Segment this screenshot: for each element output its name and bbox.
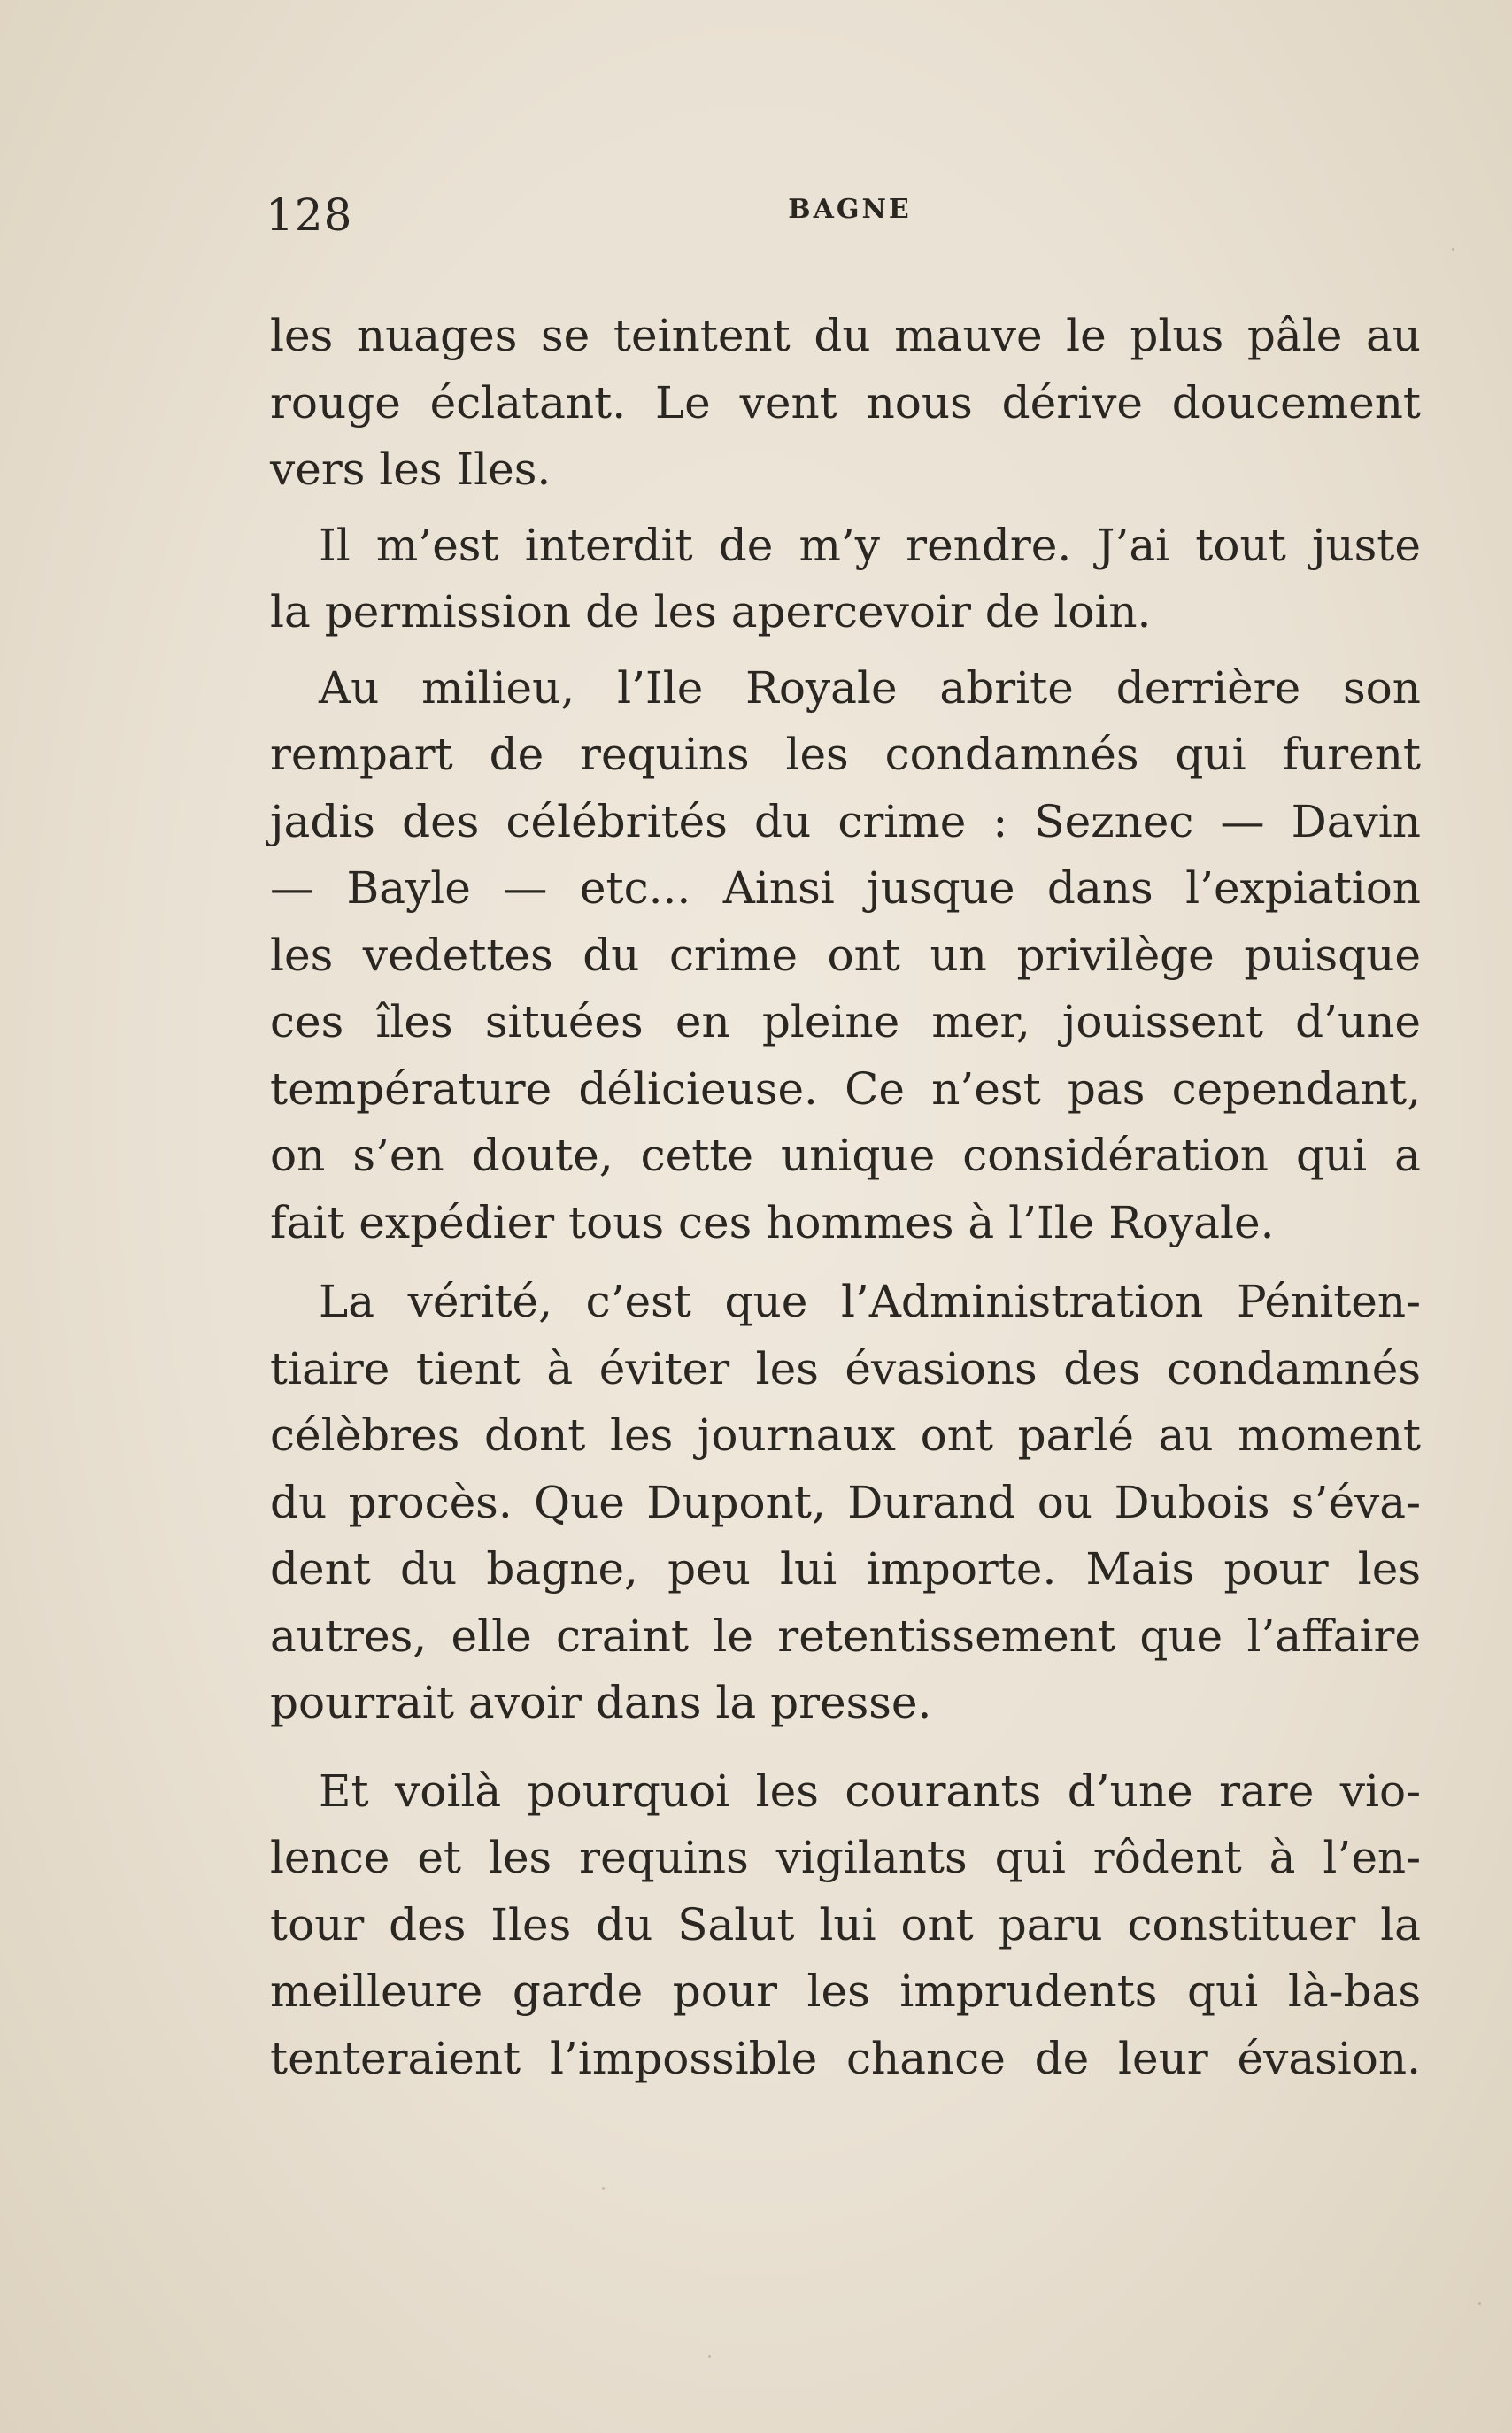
text-line: — Bayle — etc... Ainsi jusque dans l’expiation <box>270 862 1421 914</box>
text-line: ces îles situées en pleine mer, jouissent d’une <box>270 996 1421 1047</box>
text-line: on s’en doute, cette unique considération qui a <box>270 1130 1421 1181</box>
paragraph <box>270 513 1421 646</box>
text-line: la permission de les apercevoir de loin. <box>270 586 1152 637</box>
text-line: meilleure garde pour les imprudents qui là-bas <box>270 1966 1421 2017</box>
paper-speck <box>1452 248 1454 251</box>
running-head: BAGNE <box>788 194 912 225</box>
paper-speck <box>1478 2302 1481 2305</box>
text-line: température délicieuse. Ce n’est pas cependant, <box>270 1062 1421 1115</box>
text-line: autres, elle craint le retentissement que l’affaire <box>270 1610 1421 1662</box>
body-text <box>270 303 1421 2092</box>
page-header <box>266 182 1425 252</box>
text-line: célèbres dont les journaux ont parlé au moment <box>270 1410 1421 1461</box>
paragraph <box>270 1758 1421 2093</box>
text-line: Et voilà pourquoi les courants d’une rare vio- <box>319 1765 1421 1817</box>
text-line: tenteraient l’impossible chance de leur évasion. <box>270 2032 1421 2084</box>
text-line: Au milieu, l’Ile Royale abrite derrière son <box>319 661 1421 714</box>
paragraph <box>270 655 1421 1257</box>
text-line: vers les Iles. <box>270 444 552 495</box>
text-line: tour des Iles du Salut lui ont paru constituer la <box>270 1898 1421 1950</box>
text-line: Il m’est interdit de m’y rendre. J’ai tout juste <box>319 519 1421 571</box>
text-line: fait expédier tous ces hommes à l’Ile Royale. <box>270 1196 1275 1248</box>
paper-speck <box>602 2187 605 2190</box>
paragraph <box>270 1269 1421 1737</box>
text-line: jadis des célébrités du crime : Seznec — Davin <box>270 795 1421 847</box>
text-line: rempart de requins les condamnés qui furent <box>270 729 1421 780</box>
paper-speck <box>708 2355 711 2358</box>
text-line: les nuages se teintent du mauve le plus pâle au <box>270 310 1421 361</box>
text-line: pourrait avoir dans la presse. <box>270 1677 932 1728</box>
text-line: lence et les requins vigilants qui rôdent à l’en- <box>270 1832 1421 1883</box>
text-line: les vedettes du crime ont un privilège puisque <box>270 929 1421 981</box>
text-line: dent du bagne, peu lui importe. Mais pour les <box>270 1543 1421 1595</box>
text-line: rouge éclatant. Le vent nous dérive doucement <box>270 376 1421 429</box>
paragraph <box>270 303 1421 504</box>
text-line: La vérité, c’est que l’Administration Péniten- <box>319 1276 1421 1327</box>
text-line: du procès. Que Dupont, Durand ou Dubois s’éva- <box>270 1476 1421 1528</box>
page-number: 128 <box>266 189 353 241</box>
text-line: tiaire tient à éviter les évasions des condamnés <box>270 1342 1421 1394</box>
